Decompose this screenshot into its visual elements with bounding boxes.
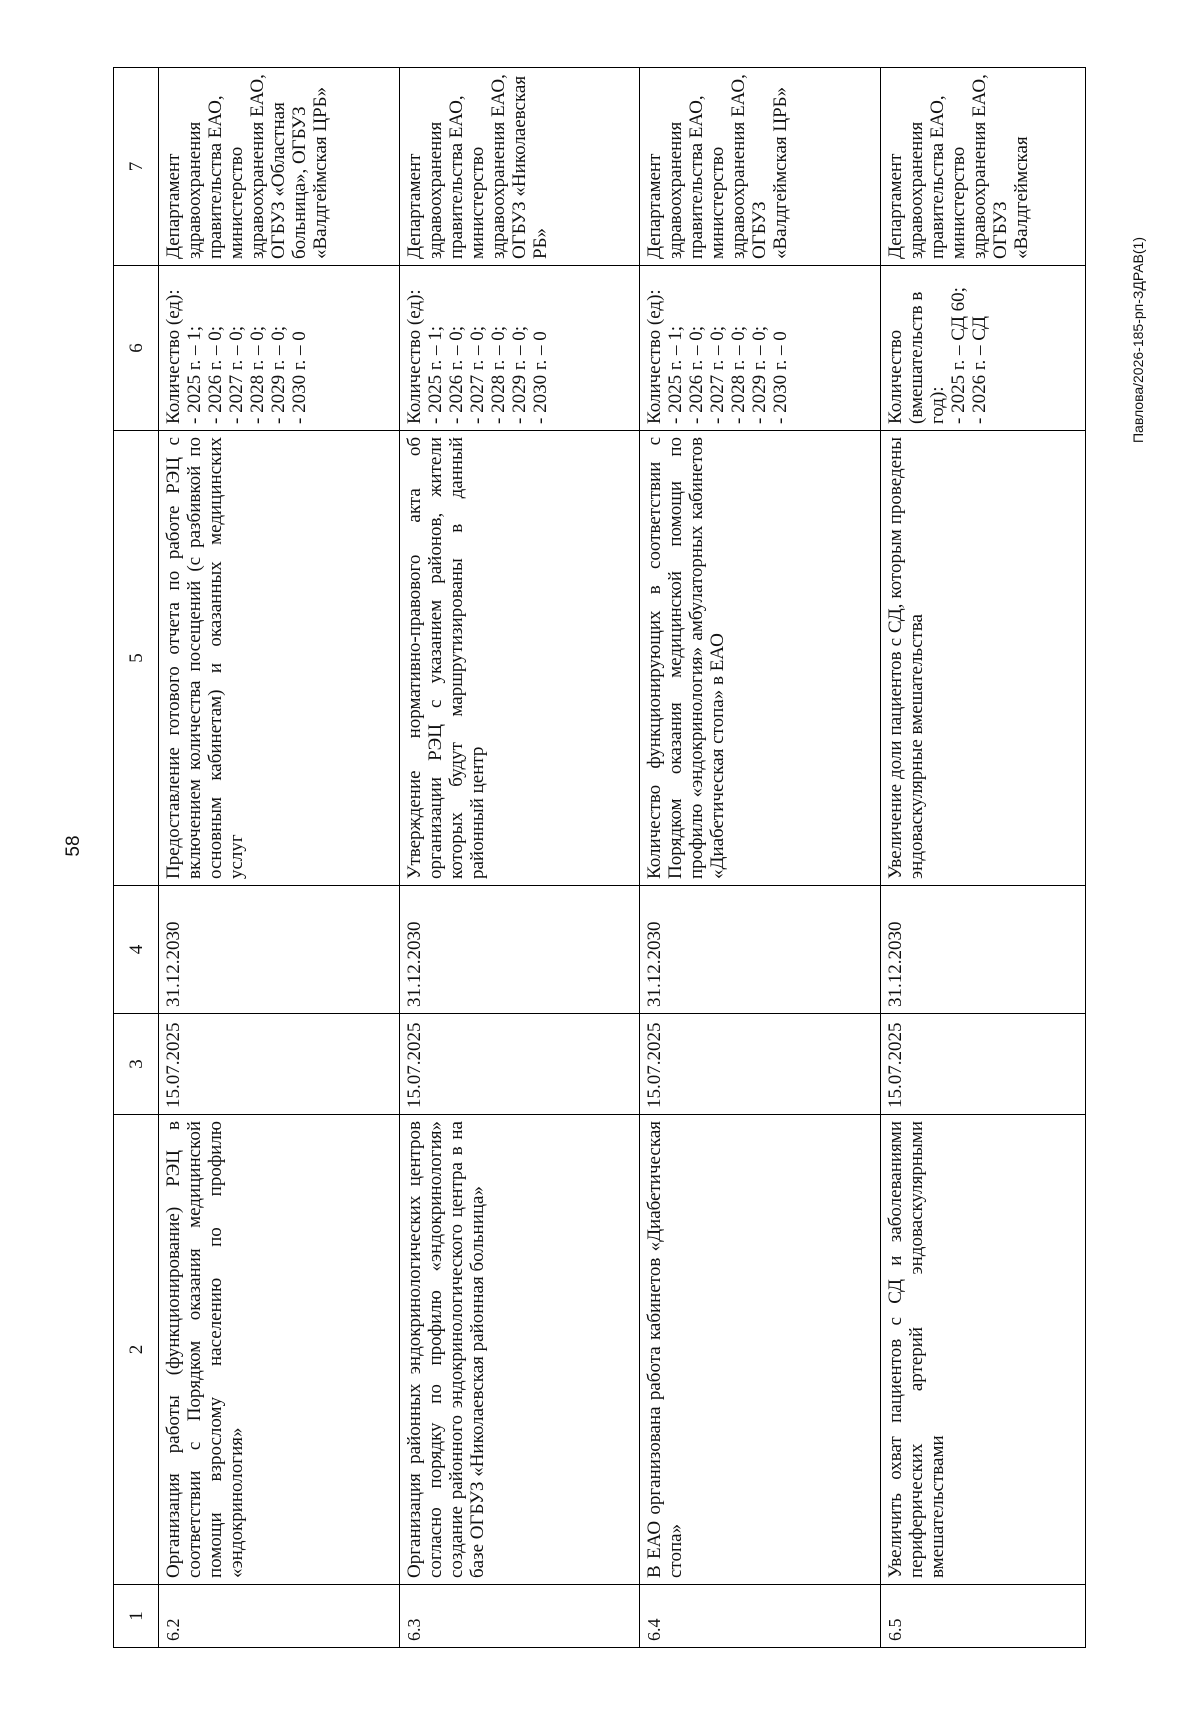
header-cell: 2 bbox=[114, 1115, 159, 1585]
activity-cell: Организация работы (функционирование) РЭЦ в соответствии с Порядком оказания медицинской помощи взрослому населению по профилю «эндокринология» bbox=[159, 1115, 400, 1585]
result-cell: Количество функционирующих в соответствии с Порядком оказания медицинской помощи по профилю «эндокринология» амбулаторных кабинетов «Диабетическая стопа» в ЕАО bbox=[640, 431, 881, 886]
header-cell: 3 bbox=[114, 1014, 159, 1115]
result-cell: Увеличение доли пациентов с СД, которым проведены эндоваскулярные вмешательства bbox=[880, 431, 1085, 886]
end-date-cell: 31.12.2030 bbox=[399, 886, 640, 1014]
header-cell: 4 bbox=[114, 886, 159, 1014]
row-number: 6.3 bbox=[399, 1585, 640, 1648]
responsible-cell: Департамент здравоохранения правительства ЕАО, министерство здравоохранения ЕАО, ОГБУЗ «Валдгеймская ЦРБ» bbox=[640, 68, 881, 266]
header-cell: 7 bbox=[114, 68, 159, 266]
start-date-cell: 15.07.2025 bbox=[640, 1014, 881, 1115]
header-cell: 6 bbox=[114, 266, 159, 431]
table-row bbox=[159, 68, 400, 1648]
indicator-cell: Количество (вмешательств в год): - 2025 г. – СД 60; - 2026 г. – СД bbox=[880, 266, 1085, 431]
row-number: 6.2 bbox=[159, 1585, 400, 1648]
responsible-cell: Департамент здравоохранения правительства ЕАО, министерство здравоохранения ЕАО, ОГБУЗ «Николаевская РБ» bbox=[399, 68, 640, 266]
table-row bbox=[399, 68, 640, 1648]
start-date-cell: 15.07.2025 bbox=[880, 1014, 1085, 1115]
rotated-table-frame bbox=[113, 68, 1086, 1648]
activity-cell: В ЕАО организована работа кабинетов «Диабетическая стопа» bbox=[640, 1115, 881, 1585]
document-footer: Павлова/2026-185-рп-ЗДРАВ(1) bbox=[1130, 236, 1146, 444]
indicator-cell: Количество (ед): - 2025 г. – 1; - 2026 г. – 0; - 2027 г. – 0; - 2028 г. – 0; - 2029 г. – 0; - 2030 г. – 0 bbox=[640, 266, 881, 431]
indicator-cell: Количество (ед): - 2025 г. – 1; - 2026 г. – 0; - 2027 г. – 0; - 2028 г. – 0; - 2029 г. – 0; - 2030 г. – 0 bbox=[399, 266, 640, 431]
activities-table bbox=[113, 67, 1086, 1648]
result-cell: Утверждение нормативно-правового акта об организации РЭЦ с указанием районов, жители которых будут маршрутизированы в данный районный центр bbox=[399, 431, 640, 886]
start-date-cell: 15.07.2025 bbox=[399, 1014, 640, 1115]
result-cell: Предоставление готового отчета по работе РЭЦ с включением количества посещений (с разбивкой по основным кабинетам) и оказанных медицинских услуг bbox=[159, 431, 400, 886]
row-number: 6.4 bbox=[640, 1585, 881, 1648]
indicator-cell: Количество (ед): - 2025 г. – 1; - 2026 г. – 0; - 2027 г. – 0; - 2028 г. – 0; - 2029 г. – 0; - 2030 г. – 0 bbox=[159, 266, 400, 431]
end-date-cell: 31.12.2030 bbox=[880, 886, 1085, 1014]
responsible-cell: Департамент здравоохранения правительства ЕАО, министерство здравоохранения ЕАО, ОГБУЗ «Областная больница», ОГБУЗ «Валдгеймская ЦРБ» bbox=[159, 68, 400, 266]
header-cell: 1 bbox=[114, 1585, 159, 1648]
activity-cell: Организация районных эндокринологических центров согласно порядку по профилю «эндокринология» создание районного эндокринологического центра в на базе ОГБУЗ «Николаевская районная больница» bbox=[399, 1115, 640, 1585]
activity-cell: Увеличить охват пациентов с СД и заболеваниями периферических артерий эндоваскулярными вмешательствами bbox=[880, 1115, 1085, 1585]
end-date-cell: 31.12.2030 bbox=[640, 886, 881, 1014]
table-container bbox=[113, 68, 1086, 1648]
row-number: 6.5 bbox=[880, 1585, 1085, 1648]
end-date-cell: 31.12.2030 bbox=[159, 886, 400, 1014]
header-cell: 5 bbox=[114, 431, 159, 886]
header-row bbox=[114, 68, 159, 1648]
start-date-cell: 15.07.2025 bbox=[159, 1014, 400, 1115]
responsible-cell: Департамент здравоохранения правительства ЕАО, министерство здравоохранения ЕАО, ОГБУЗ «Валдгеймская bbox=[880, 68, 1085, 266]
page-number: 58 bbox=[63, 835, 84, 857]
table-row bbox=[880, 68, 1085, 1648]
table-row bbox=[640, 68, 881, 1648]
